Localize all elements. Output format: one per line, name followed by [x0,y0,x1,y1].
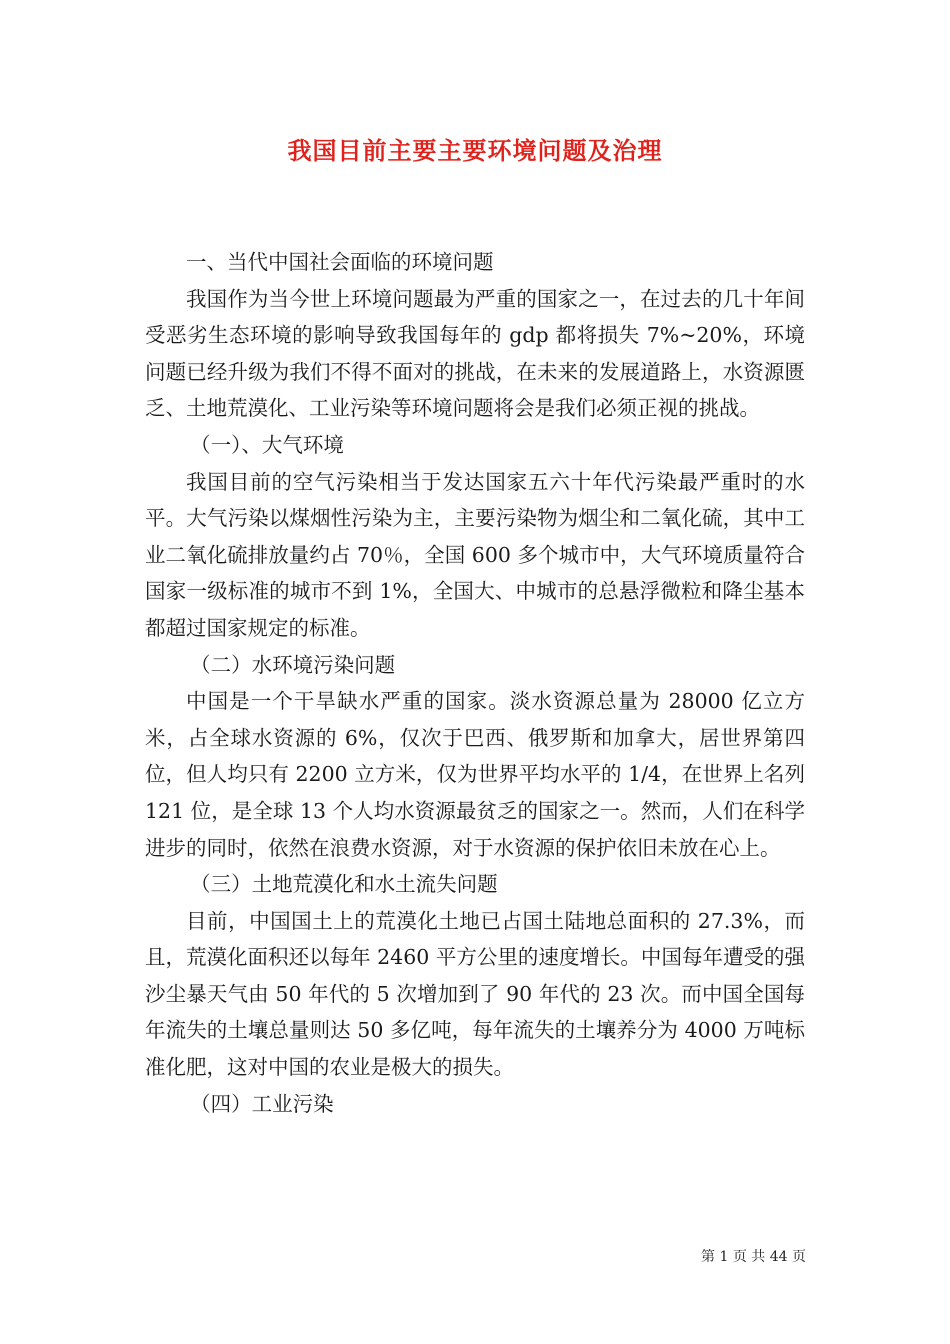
paragraph: 我国目前的空气污染相当于发达国家五六十年代污染最严重时的水平。大气污染以煤烟性污染为主，主要污染物为烟尘和二氧化硫，其中工业二氧化硫排放量约占 70％，全国 600 多个城市中，大气环境质量符合国家一级标准的城市不到 1%，全国大、中城市的总悬浮微粒和降尘基本都超过国家规定的标准。 [145,469,805,640]
paragraph: 我国作为当今世上环境问题最为严重的国家之一，在过去的几十年间受恶劣生态环境的影响导致我国每年的 gdp 都将损失 7%~20%，环境问题已经升级为我们不得不面对的挑战，在未来的发展道路上，水资源匮乏、土地荒漠化、工业污染等环境问题将会是我们必须正视的挑战。 [145,286,805,421]
subsection-heading-water: （二）水环境污染问题 [190,652,396,677]
document-body [145,244,805,1122]
paragraph: 中国是一个干旱缺水严重的国家。淡水资源总量为 28000 亿立方米，占全球水资源的 6%，仅次于巴西、俄罗斯和加拿大，居世界第四位，但人均只有 2200 立方米，仅为世界平均水平的 1/4，在世界上名列 121 位，是全球 13 个人均水资源最贫乏的国家之一。然而，人们在科学进步的同时，依然在浪费水资源，对于水资源的保护依旧未放在心上。 [145,689,805,860]
subsection-heading-industry: （四）工业污染 [190,1091,334,1116]
page-number: 第 1 页 共 44 页 [701,1249,806,1265]
subsection-heading-land: （三）土地荒漠化和水土流失问题 [190,872,498,897]
section-heading: 一、当代中国社会面临的环境问题 [186,250,494,274]
document-title: 我国目前主要主要环境问题及治理 [287,136,663,165]
subsection-heading-air: （一）、大气环境 [190,432,344,457]
paragraph: 目前，中国国土上的荒漠化土地已占国土陆地总面积的 27.3%，而且，荒漠化面积还以每年 2460 平方公里的速度增长。中国每年遭受的强沙尘暴天气由 50 年代的 5 次增加到了 90 年代的 23 次。而中国全国每年流失的土壤总量则达 50 多亿吨，每年流失的土壤养分为 4000 万吨标准化肥，这对中国的农业是极大的损失。 [145,908,805,1080]
